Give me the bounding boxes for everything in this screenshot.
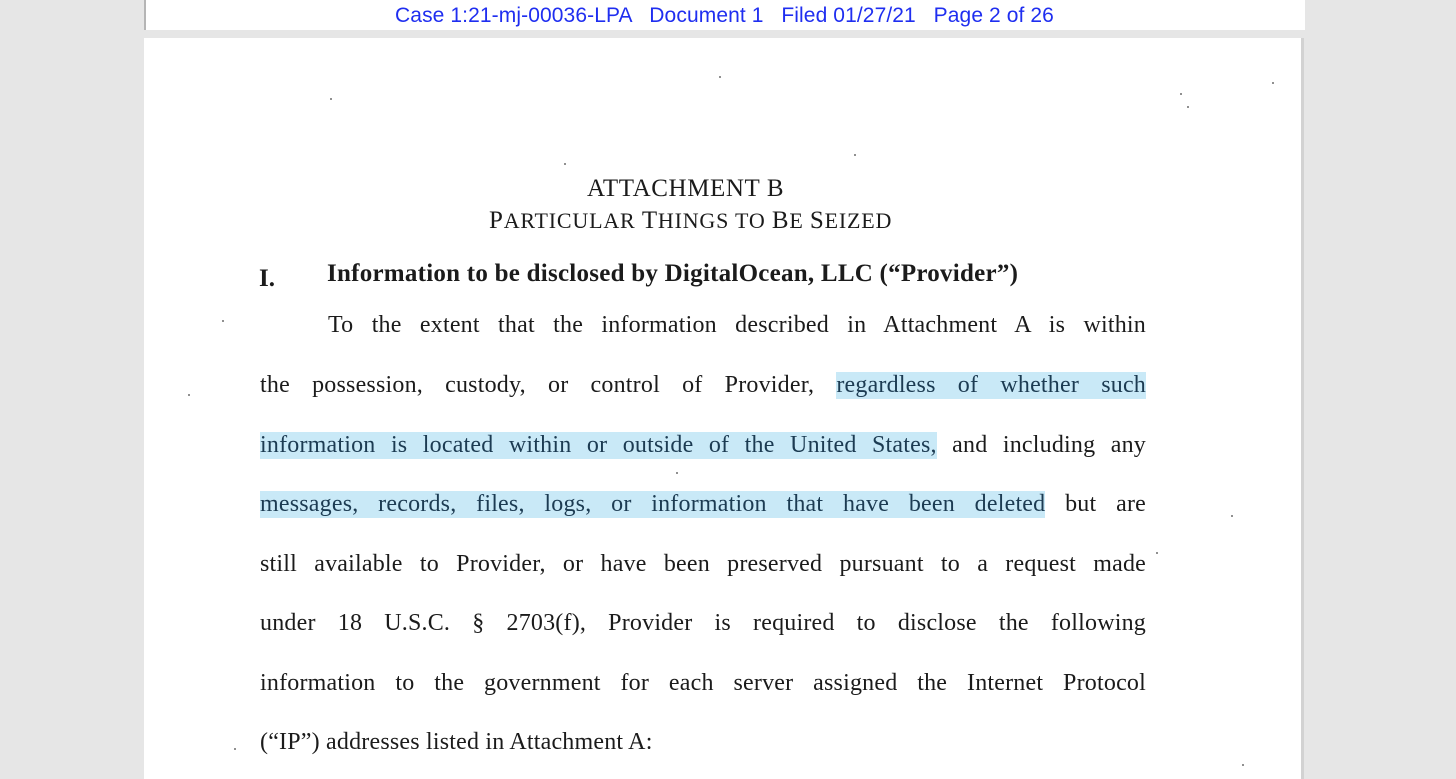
scan-speck <box>1231 515 1233 517</box>
paragraph-line: (“IP”) addresses listed in Attachment A: <box>260 729 653 755</box>
paragraph-line: information is located within or outside of the United States, and including any <box>260 432 1146 459</box>
paragraph-line: under 18 U.S.C. § 2703(f), Provider is required to disclose the following <box>260 610 1146 636</box>
filing-stamp <box>144 4 1305 28</box>
paragraph-line: messages, records, files, logs, or information that have been deleted but are <box>260 491 1146 518</box>
scan-speck <box>854 154 856 156</box>
paragraph-line: the possession, custody, or control of Provider, regardless of whether such <box>260 372 1146 399</box>
highlighted-text: messages, records, files, logs, or information that have been deleted <box>260 491 1045 518</box>
scan-speck <box>676 472 678 474</box>
document-number: Document 1 <box>649 4 764 27</box>
attachment-title: ATTACHMENT B <box>587 175 785 202</box>
section-heading: Information to be disclosed by DigitalOcean, LLC (“Provider”) <box>327 260 1019 287</box>
scan-speck <box>1156 552 1158 554</box>
document-page <box>144 38 1304 779</box>
scan-speck <box>222 320 224 322</box>
section-number: I. <box>259 265 275 292</box>
paragraph-line: still available to Provider, or have been preserved pursuant to a request made <box>260 551 1146 577</box>
scan-speck <box>719 76 721 78</box>
scan-speck <box>1187 106 1189 108</box>
scan-speck <box>1242 764 1244 766</box>
paragraph-line: To the extent that the information described in Attachment A is within <box>328 312 1146 338</box>
scan-speck <box>188 394 190 396</box>
filing-stamp-bar <box>144 0 1305 30</box>
attachment-subtitle: PARTICULAR THINGS TO BE SEIZED <box>489 207 893 234</box>
paragraph-line: information to the government for each server assigned the Internet Protocol <box>260 670 1146 696</box>
highlighted-text: information is located within or outside of the United States, <box>260 432 937 459</box>
page-indicator: Page 2 of 26 <box>933 4 1054 27</box>
scan-speck <box>564 163 566 165</box>
scan-speck <box>1272 82 1274 84</box>
highlighted-text: regardless of whether such <box>836 372 1146 399</box>
scan-speck <box>1180 93 1182 95</box>
filed-date: Filed 01/27/21 <box>781 4 916 27</box>
scan-speck <box>330 98 332 100</box>
scan-speck <box>234 748 236 750</box>
case-number: Case 1:21-mj-00036-LPA <box>395 4 632 27</box>
